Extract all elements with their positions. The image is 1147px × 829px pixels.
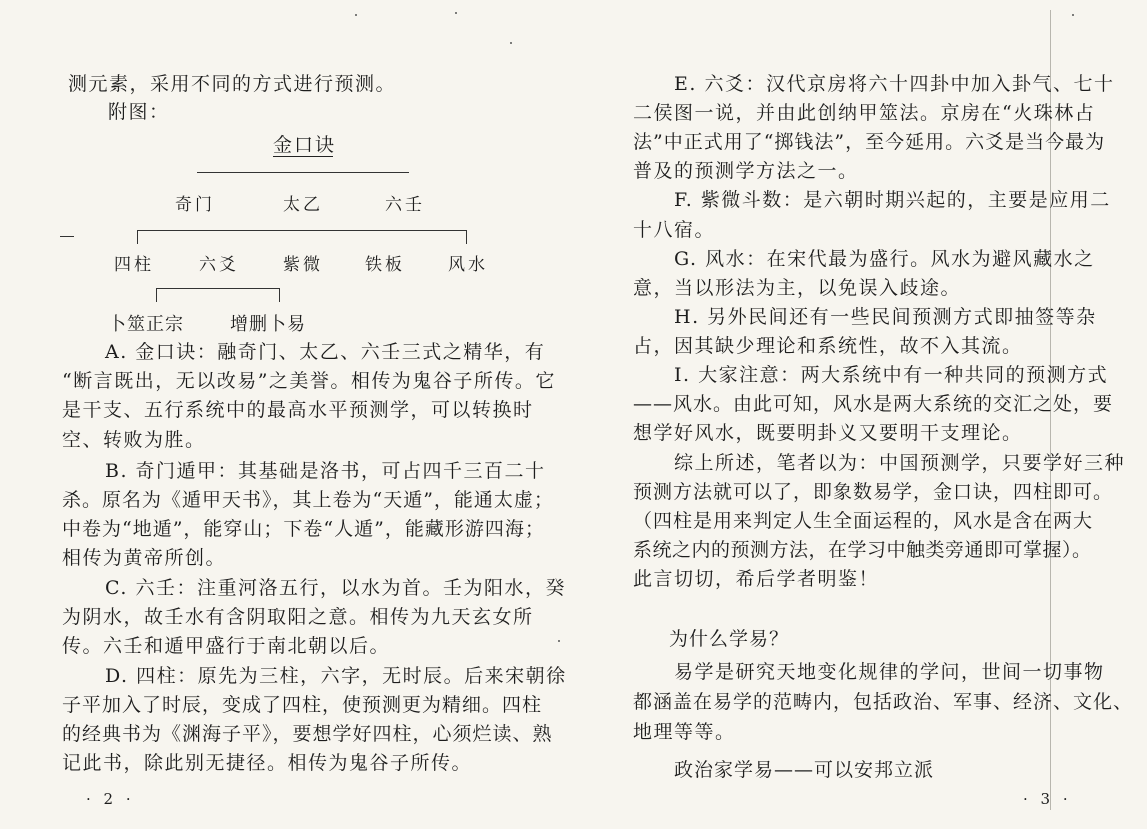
node-liuren: 六壬: [385, 195, 425, 215]
diagram-root: 金口诀: [273, 134, 337, 156]
text-line: 地理等等。: [633, 721, 736, 743]
scan-speck: [1072, 14, 1074, 16]
text-line: A. 金口诀：融奇门、太乙、六壬三式之精华，有: [105, 341, 546, 363]
tick-sizhu: [137, 230, 138, 244]
tick-bushi: [156, 288, 157, 302]
tick-zengshan: [279, 288, 280, 302]
text-line: 综上所述，笔者以为：中国预测学，只要学好三种: [674, 452, 1126, 474]
scan-speck: [355, 14, 357, 16]
text-line: 普及的预测学方法之一。: [633, 160, 859, 182]
text-line: 记此书，除此别无捷径。相传为鬼谷子所传。: [62, 752, 473, 774]
text-line: 传。六壬和遁甲盛行于南北朝以后。: [62, 635, 391, 657]
node-tieban: 铁板: [365, 255, 405, 275]
text-line: 预测方法就可以了，即象数易学，金口诀，四柱即可。: [633, 481, 1114, 503]
level3-connector: [156, 288, 280, 289]
text-line: 想学好风水，既要明卦义又要明干支理论。: [633, 422, 1023, 444]
tick-fengshui: [466, 230, 467, 244]
text-line: C. 六壬：注重河洛五行，以水为首。壬为阳水，癸: [105, 577, 566, 599]
text-line: 十八宿。: [633, 219, 716, 241]
text-line: 易学是研究天地变化规律的学问，世间一切事物: [674, 661, 1105, 683]
root-underline: [273, 156, 333, 157]
text-line: 的经典书为《渊海子平》，要想学好四柱，心须烂读、熟: [62, 723, 553, 745]
left-line-1: 测元素，采用不同的方式进行预测。: [68, 73, 397, 95]
scan-speck: [510, 42, 512, 44]
text-line: ——风水。由此可知，风水是两大系统的交汇之处，要: [633, 393, 1114, 415]
text-line: 中卷为“地遁”，能穿山；下卷“人遁”，能藏形游四海；: [62, 518, 545, 540]
page-number-left: · 2 ·: [86, 790, 135, 808]
text-line: 相传为黄帝所创。: [62, 547, 227, 569]
node-ziwei: 紫微: [283, 255, 323, 275]
node-qimen: 奇门: [175, 195, 215, 215]
text-line: 系统之内的预测方法，在学习中触类旁通即可掌握）。: [633, 539, 1092, 561]
text-line: 二侯图一说，并由此创纳甲筮法。京房在“火珠林占: [633, 102, 1096, 124]
node-sizhu: 四柱: [114, 255, 154, 275]
text-line: 政治家学易——可以安邦立派: [674, 759, 935, 781]
node-fengshui: 风水: [448, 255, 488, 275]
text-line: 法”中正式用了“掷钱法”，至今延用。六爻是当今最为: [633, 131, 1106, 153]
left-page: [0, 0, 573, 829]
text-line: 此言切切，希后学者明鉴！: [633, 568, 880, 590]
margin-mark: [60, 236, 74, 237]
level2-connector: [137, 230, 467, 231]
page-number-right: · 3 ·: [1023, 790, 1072, 808]
scan-speck: [455, 12, 457, 14]
text-line: 是干支、五行系统中的最高水平预测学，可以转换时: [62, 399, 534, 421]
text-line: 空、转败为胜。: [62, 429, 206, 451]
node-liuyao: 六爻: [199, 255, 239, 275]
text-line: “断言既出，无以改易”之美誉。相传为鬼谷子所传。它: [62, 370, 556, 392]
scan-speck: [558, 640, 560, 642]
text-line: I. 大家注意：两大系统中有一种共同的预测方式: [674, 364, 1109, 386]
text-line: E. 六爻：汉代京房将六十四卦中加入卦气、七十: [674, 73, 1115, 95]
node-zengshan-buyi: 增删卜易: [230, 314, 306, 335]
node-taiyi: 太乙: [283, 195, 323, 215]
text-line: 杀。原名为《遁甲天书》，其上卷为“天遁”，能通太虚；: [62, 489, 554, 511]
text-line: H. 另外民间还有一些民间预测方式即抽签等杂: [674, 306, 1097, 328]
text-line: F. 紫微斗数：是六朝时期兴起的，主要是应用二: [674, 189, 1111, 211]
appendix-label: 附图：: [108, 101, 170, 123]
text-line: 意，当以形法为主，以免误入歧途。: [633, 277, 962, 299]
text-line: 占，因其缺少理论和系统性，故不入其流。: [633, 335, 1023, 357]
right-page: [573, 0, 1147, 829]
text-line: （四柱是用来判定人生全面运程的，风水是含在两大: [633, 510, 1094, 532]
text-line: G. 风水：在宋代最为盛行。风水为避风藏水之: [674, 248, 1095, 270]
node-bushi-zhengzong: 卜筮正宗: [108, 314, 184, 335]
text-line: 为阴水，故壬水有含阴取阳之意。相传为九天玄女所: [62, 606, 534, 628]
text-line: D. 四柱：原先为三柱，六字，无时辰。后来宋朝徐: [105, 665, 567, 687]
text-line: B. 奇门遁甲：其基础是洛书，可占四千三百二十: [105, 460, 546, 482]
text-line: 子平加入了时辰，变成了四柱，使预测更为精细。四柱: [62, 694, 543, 716]
text-line: 都涵盖在易学的范畴内，包括政治、军事、经济、文化、: [633, 691, 1134, 713]
level1-connector: [197, 172, 409, 173]
section-heading: 为什么学易？: [669, 628, 790, 650]
